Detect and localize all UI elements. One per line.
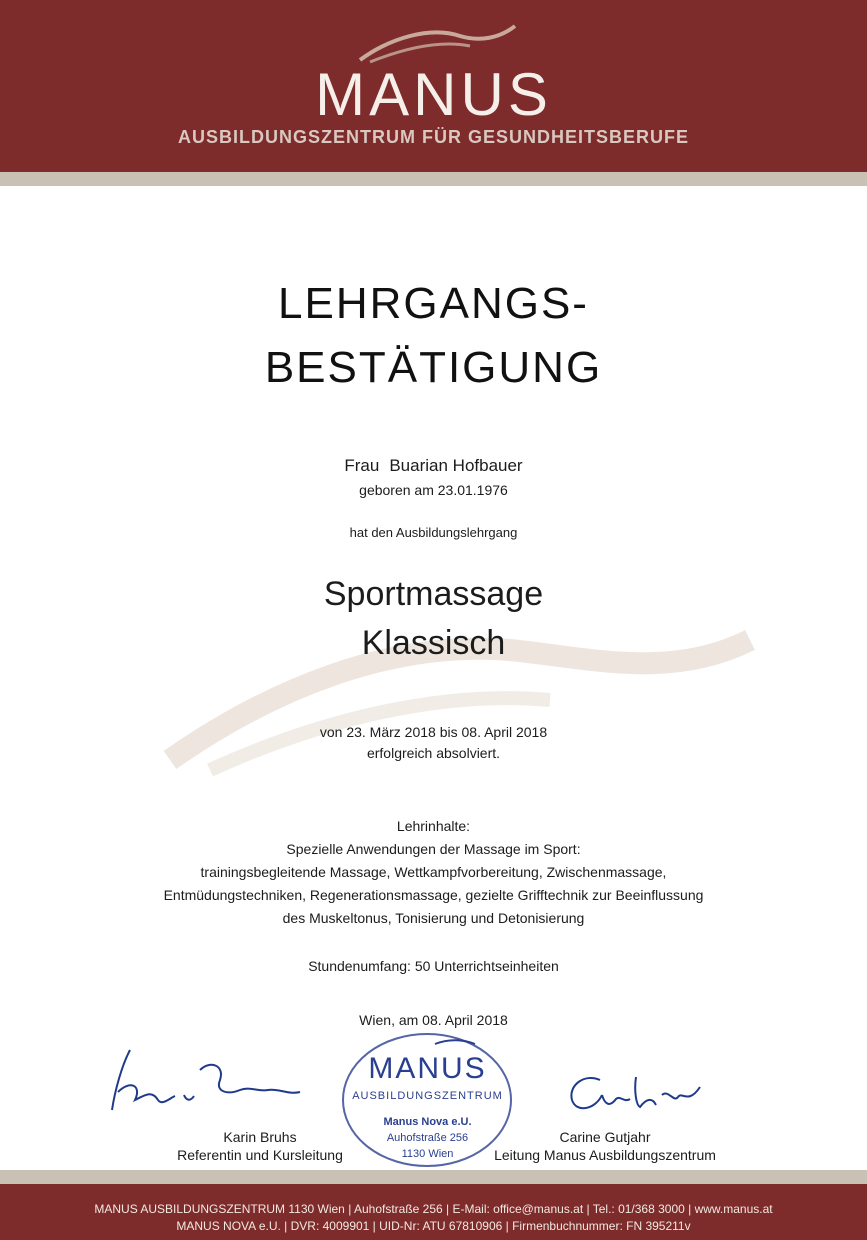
brand-name: MANUS (315, 61, 552, 128)
place-date: Wien, am 08. April 2018 (359, 1012, 508, 1028)
stamp-company: Manus Nova e.U. (383, 1116, 472, 1128)
contents-line: des Muskeltonus, Tonisierung und Detonisierung (282, 910, 585, 926)
signer-left-role: Referentin und Kursleitung (177, 1147, 343, 1163)
title-line-2: BESTÄTIGUNG (264, 343, 603, 392)
contents-line: Entmüdungstechniken, Regenerationsmassage, gezielte Grifftechnik zur Beeinflussung (163, 887, 704, 903)
footer-line-2: MANUS NOVA e.U. | DVR: 4009901 | UID-Nr: ATU 67810906 | Firmenbuchnummer: FN 395211v (176, 1219, 691, 1233)
recipient (0, 456, 867, 476)
official-stamp (340, 1030, 515, 1170)
stamp-street: Auhofstraße 256 (386, 1132, 469, 1144)
signer-left-name: Karin Bruhs (223, 1129, 297, 1145)
footer (0, 1184, 867, 1240)
course-name-line-1: Sportmassage (323, 575, 544, 613)
contents-heading: Lehrinhalte: (396, 818, 471, 834)
footer-line-1: MANUS AUSBILDUNGSZENTRUM 1130 Wien | Auhofstraße 256 | E-Mail: office@manus.at | Tel.: 01/368 3000 | www.manus.at (94, 1202, 773, 1216)
signature-left-icon (100, 1040, 310, 1125)
birth-date: geboren am 23.01.1976 (359, 482, 508, 498)
header-banner (0, 0, 867, 172)
course-period: von 23. März 2018 bis 08. April 2018 (319, 724, 548, 740)
signer-right-role: Leitung Manus Ausbildungszentrum (494, 1147, 716, 1163)
top-divider-band (0, 172, 867, 186)
stamp-city: 1130 Wien (401, 1148, 454, 1160)
course-intro: hat den Ausbildungslehrgang (349, 525, 518, 540)
brand-subtitle: AUSBILDUNGSZENTRUM FÜR GESUNDHEITSBERUFE (177, 127, 689, 147)
signer-right-name: Carine Gutjahr (559, 1129, 651, 1145)
title-line-1: LEHRGANGS- (278, 279, 589, 328)
stamp-subtitle: AUSBILDUNGSZENTRUM (352, 1090, 503, 1102)
signature-left (150, 1128, 370, 1164)
contents-line: Spezielle Anwendungen der Massage im Sport: (286, 841, 581, 857)
salutation: Frau (344, 456, 380, 475)
recipient-name: Buarian Hofbauer (389, 456, 523, 475)
course-contents (0, 815, 867, 930)
stamp-brand: MANUS (368, 1052, 487, 1085)
signature-right-icon (560, 1065, 710, 1125)
contents-line: trainingsbegleitende Massage, Wettkampfvorbereitung, Zwischenmassage, (200, 864, 667, 880)
course-name-line-2: Klassisch (361, 624, 506, 662)
bottom-divider-band (0, 1170, 867, 1184)
hours: Stundenumfang: 50 Unterrichtseinheiten (308, 958, 559, 974)
course-result: erfolgreich absolviert. (366, 745, 501, 761)
